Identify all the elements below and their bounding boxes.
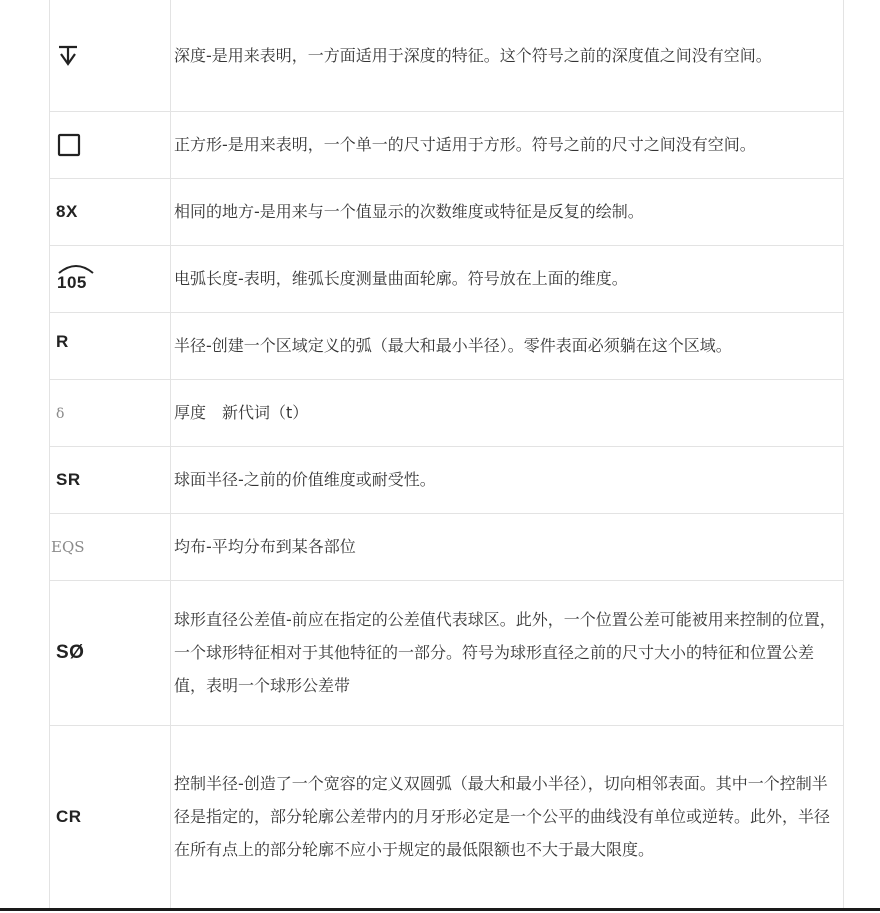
table-row bbox=[50, 580, 844, 725]
depth-icon bbox=[56, 43, 170, 67]
description-cell: 控制半径-创造了一个宽容的定义双圆弧（最大和最小半径），切向相邻表面。其中一个控制半径是指定的，部分轮廓公差带内的月牙形必定是一个公平的曲线没有单位或逆转。此外，半径在所有点上的部分轮廓不应小于规定的最低限额也不大于最大限度。 bbox=[171, 725, 844, 908]
description-cell: 深度-是用来表明，一方面适用于深度的特征。这个符号之前的深度值之间没有空间。 bbox=[171, 0, 844, 111]
symbol-cell bbox=[50, 0, 171, 111]
description-cell: 厚度 新代词（t） bbox=[171, 379, 844, 446]
symbol-label: SR bbox=[56, 469, 81, 489]
table-row bbox=[50, 446, 844, 513]
symbol-cell bbox=[50, 446, 171, 513]
symbol-cell bbox=[50, 178, 171, 245]
table-row bbox=[50, 178, 844, 245]
description-cell: 均布-平均分布到某各部位 bbox=[171, 513, 844, 580]
symbol-cell bbox=[50, 513, 171, 580]
table-row bbox=[50, 513, 844, 580]
description-cell: 电弧长度-表明，维弧长度测量曲面轮廓。符号放在上面的维度。 bbox=[171, 245, 844, 312]
symbol-cell bbox=[50, 111, 171, 178]
table-row bbox=[50, 379, 844, 446]
symbol-cell bbox=[50, 245, 171, 312]
gdt-symbol-table bbox=[49, 0, 844, 909]
description-cell: 半径-创建一个区域定义的弧（最大和最小半径）。零件表面必须躺在这个区域。 bbox=[171, 312, 844, 379]
square-icon bbox=[56, 132, 170, 158]
description-cell: 正方形-是用来表明，一个单一的尺寸适用于方形。符号之前的尺寸之间没有空间。 bbox=[171, 111, 844, 178]
table-row bbox=[50, 0, 844, 111]
arc-length-icon bbox=[56, 262, 96, 292]
table-row bbox=[50, 725, 844, 908]
table-row bbox=[50, 111, 844, 178]
symbol-label: EQS bbox=[51, 538, 85, 556]
description-cell: 球形直径公差值-前应在指定的公差值代表球区。此外，一个位置公差可能被用来控制的位置，一个球形特征相对于其他特征的一部分。符号为球形直径之前的尺寸大小的特征和位置公差值，表明一个球形公差带 bbox=[171, 580, 844, 725]
symbol-cell bbox=[50, 725, 171, 908]
symbol-label: 8X bbox=[56, 201, 78, 221]
table-row bbox=[50, 312, 844, 379]
symbol-label: CR bbox=[56, 806, 82, 826]
description-cell: 相同的地方-是用来与一个值显示的次数维度或特征是反复的绘制。 bbox=[171, 178, 844, 245]
symbol-cell bbox=[50, 580, 171, 725]
symbol-label: R bbox=[56, 331, 69, 351]
table-row bbox=[50, 245, 844, 312]
symbol-label: SØ bbox=[56, 641, 85, 663]
symbol-cell bbox=[50, 312, 171, 379]
symbol-cell bbox=[50, 379, 171, 446]
description-cell: 球面半径-之前的价值维度或耐受性。 bbox=[171, 446, 844, 513]
bottom-border bbox=[0, 908, 880, 911]
symbol-label: δ bbox=[56, 406, 65, 422]
arc-length-value: 105 bbox=[57, 272, 87, 292]
